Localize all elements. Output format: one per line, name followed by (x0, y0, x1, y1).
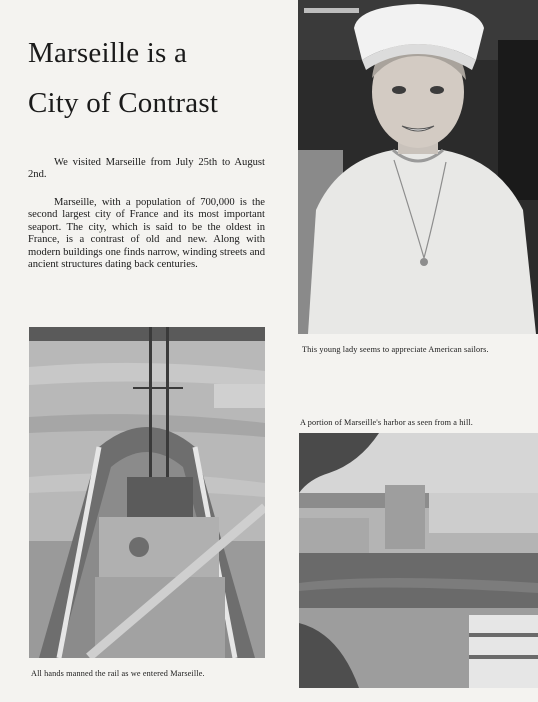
ship-deck-caption: All hands manned the rail as we entered Marseille. (31, 669, 205, 678)
sailor-hat-photo (298, 0, 538, 334)
ship-deck-photo (29, 327, 265, 658)
harbor-caption: A portion of Marseille's harbor as seen from a hill. (300, 418, 473, 427)
title-line-2: City of Contrast (28, 87, 219, 119)
article-paragraph-1: We visited Marseille from July 25th to August 2nd. (28, 157, 265, 181)
sailor-hat-caption: This young lady seems to appreciate American sailors. (302, 345, 489, 354)
title-line-1: Marseille is a (28, 37, 188, 69)
harbor-photo (299, 433, 538, 688)
article-paragraph-2: Marseille, with a population of 700,000 is the second largest city of France and its most important seaport. The city, which is said to be the oldest in France, is a contrast of old and new. Along with modern buildings one finds narrow, winding streets and ancient structures dating back centuries. (28, 197, 265, 271)
page-title (28, 28, 288, 128)
